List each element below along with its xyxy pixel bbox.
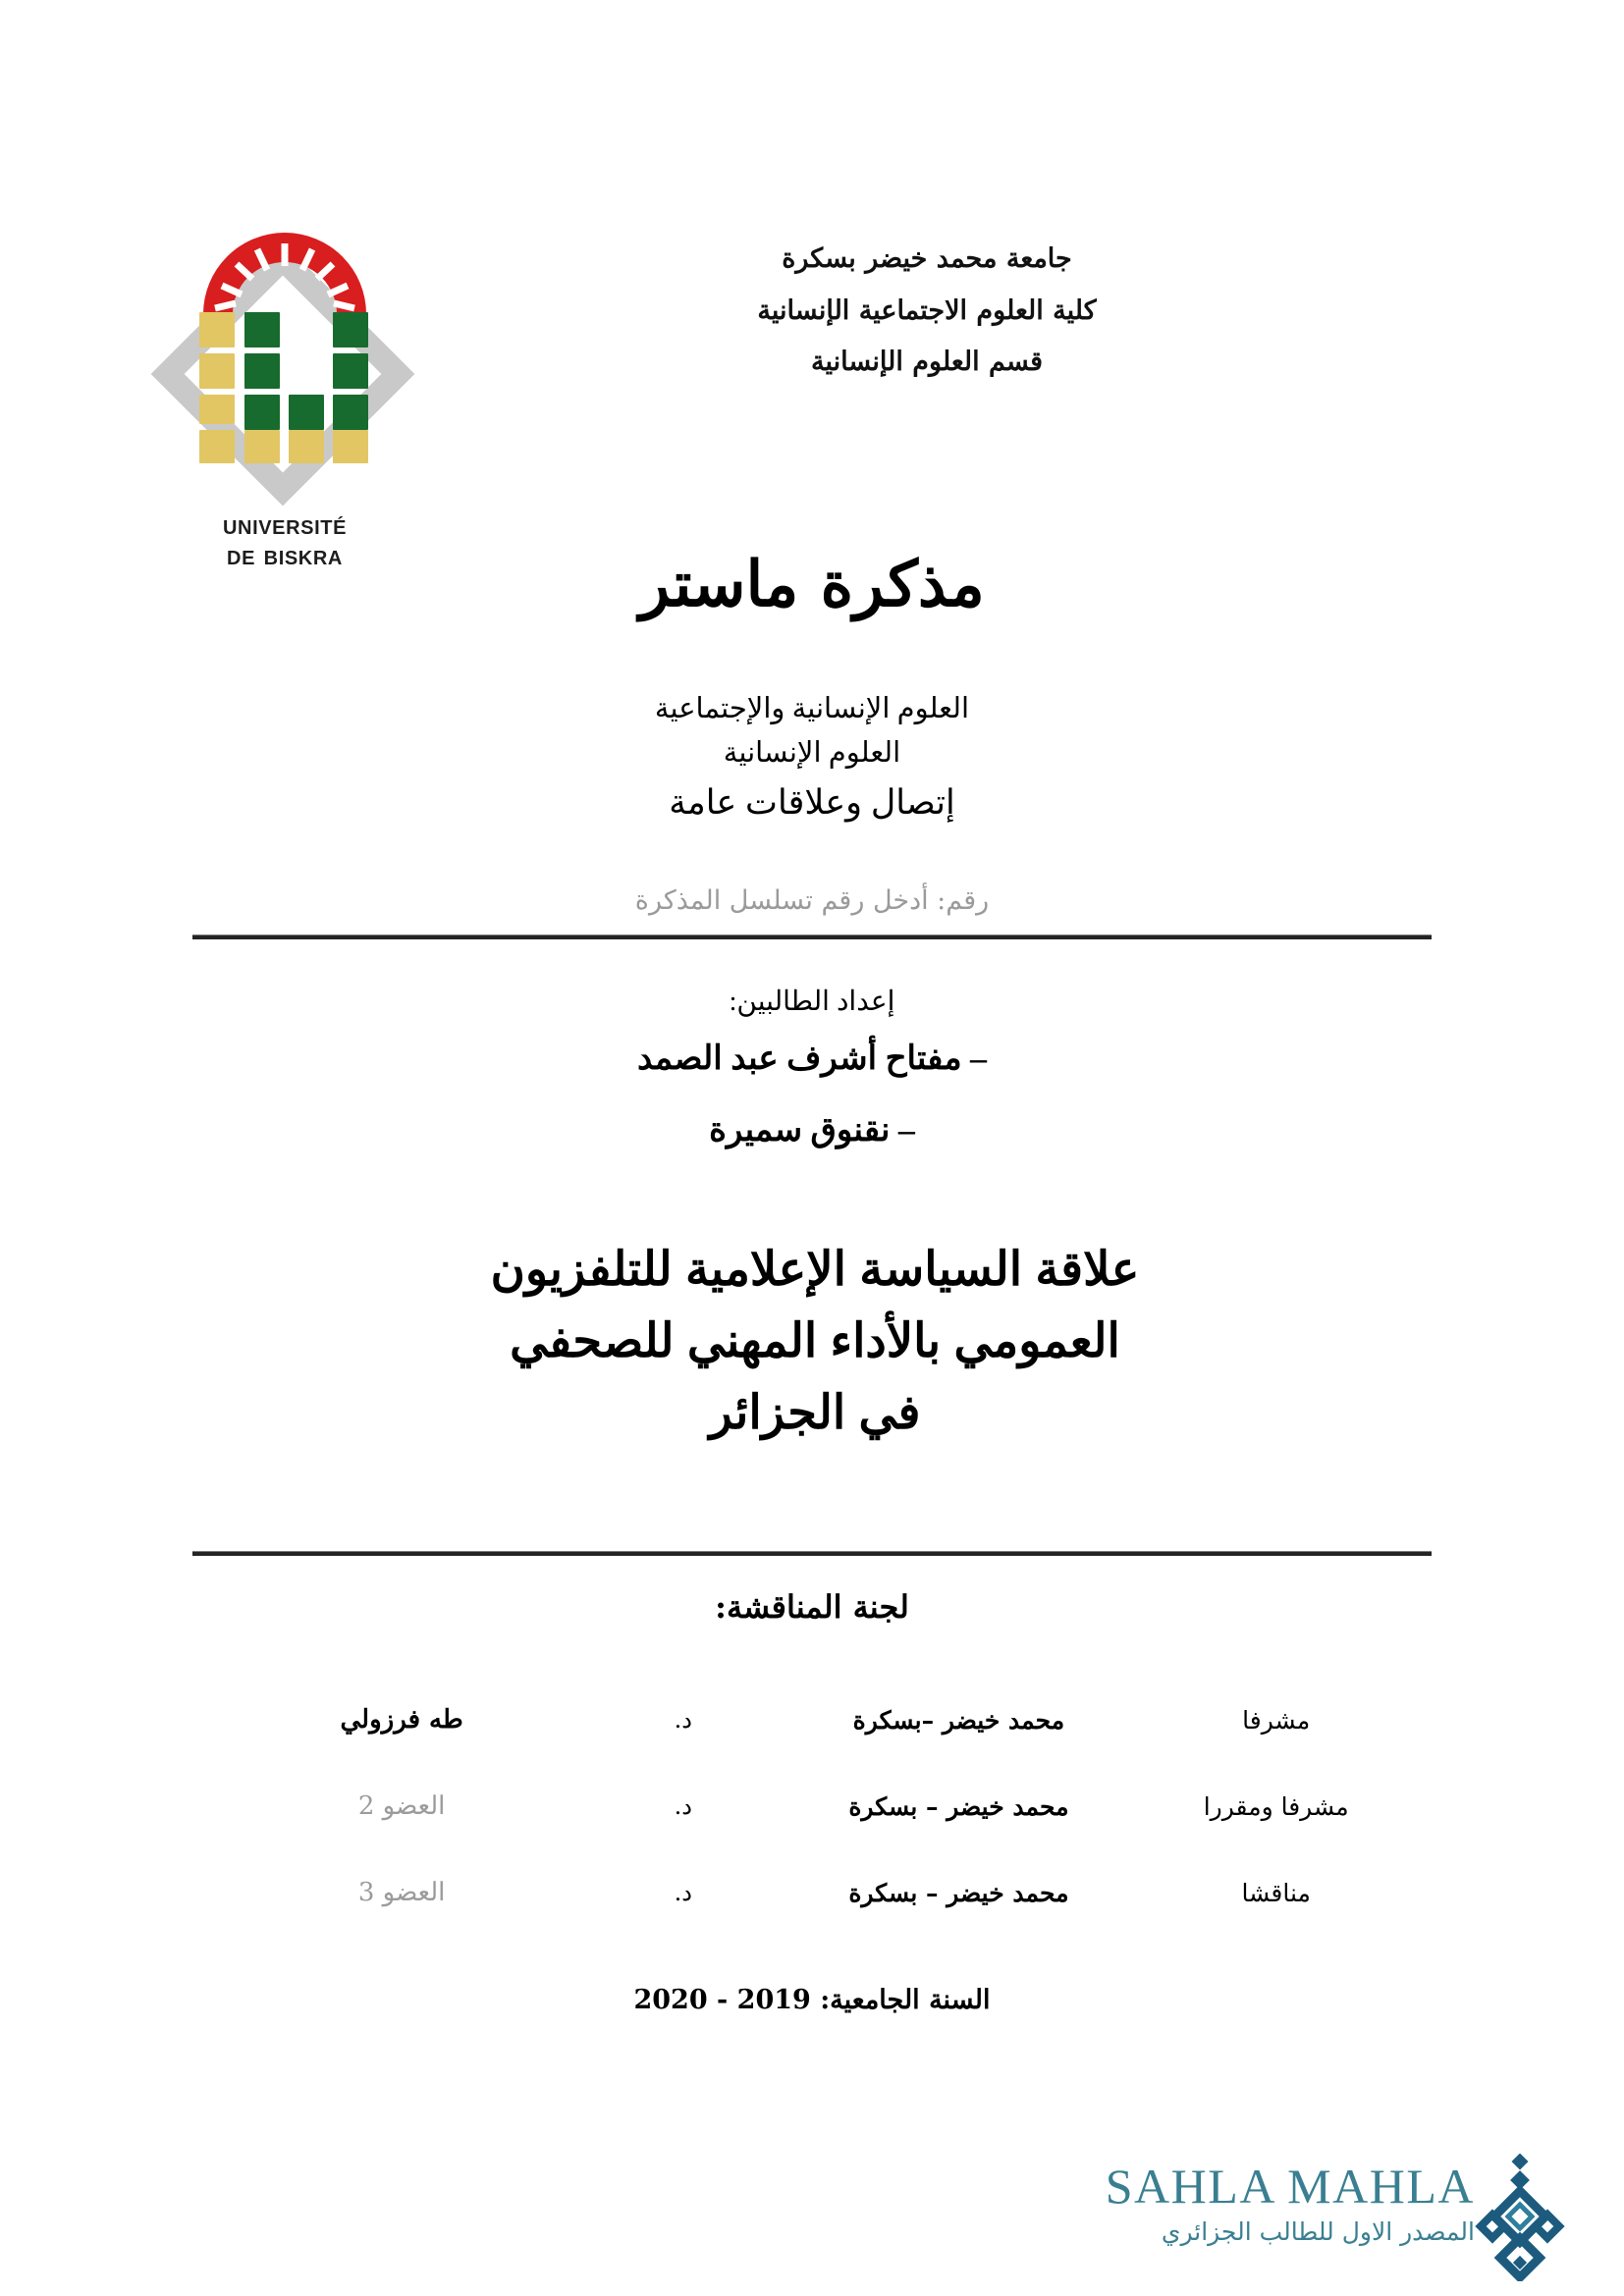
jury-table (216, 1677, 1414, 1936)
jury-role-2: مشرفا ومقررا (1203, 1791, 1349, 1821)
divider-top (192, 934, 1432, 939)
faculty-name: كلية العلوم الاجتماعية الإنسانية (757, 294, 1097, 326)
watermark-text (1062, 2158, 1475, 2249)
jury-name-2[interactable]: العضو 2 (357, 1791, 446, 1821)
reference-number-placeholder[interactable]: رقم: أدخل رقم تسلسل المذكرة (634, 885, 990, 916)
thesis-title-line-3: في الجزائر (709, 1386, 921, 1439)
logo-tile-grid (199, 310, 372, 463)
logo-arch-icon (203, 232, 366, 314)
logo-caption-line-2: de biskra (227, 540, 343, 572)
memoire-type-title: مذكرة ماستر (639, 548, 985, 621)
table-row (216, 1677, 1414, 1763)
jury-name-1: طه فرزولي (340, 1705, 463, 1735)
academic-year: السنة الجامعية: 2019 - 2020 (633, 1985, 991, 2015)
geometric-ornament-icon (1473, 2154, 1567, 2281)
divider-middle (192, 1551, 1432, 1556)
jury-degree-3: د. (674, 1879, 692, 1906)
university-name: جامعة محمد خيضر بسكرة (782, 243, 1072, 274)
student-name-2: – نقنوق سميرة (709, 1112, 915, 1149)
specialty-field: العلوم الإنسانية (723, 736, 901, 769)
jury-degree-1: د. (674, 1706, 692, 1734)
jury-affiliation-2: محمد خيضر – بسكرة (848, 1791, 1069, 1821)
jury-role-1: مشرفا (1242, 1705, 1311, 1735)
thesis-title-line-1: علاقة السياسة الإعلامية للتلفزيون (490, 1244, 1140, 1296)
jury-role-3: مناقشا (1241, 1878, 1311, 1907)
table-row (216, 1763, 1414, 1849)
university-logo-mark (172, 224, 398, 508)
specialty-block (0, 687, 1624, 830)
university-heading-block (623, 234, 1231, 389)
student-name-1: – مفتاح أشرف عبد الصمد (636, 1041, 988, 1077)
watermark-tagline: المصدر الاول للطالب الجزائري (1161, 2217, 1475, 2246)
students-label: إعداد الطالبين: (729, 987, 895, 1017)
logo-caption-line-1: université (222, 509, 348, 541)
jury-degree-2: د. (674, 1792, 692, 1820)
jury-affiliation-3: محمد خيضر – بسكرة (848, 1878, 1069, 1907)
jury-affiliation-1: محمد خيضر –بسكرة (852, 1705, 1065, 1735)
jury-name-3[interactable]: العضو 3 (357, 1878, 446, 1907)
thesis-title-line-2: العمومي بالأداء المهني للصحفي (510, 1314, 1120, 1367)
watermark-brand-name: SAHLA MAHLA (1105, 2159, 1475, 2214)
thesis-title (324, 1235, 1306, 1450)
students-block (0, 982, 1624, 1166)
sahla-mahla-watermark (1051, 2158, 1561, 2285)
table-row (216, 1849, 1414, 1936)
jury-heading: لجنة المناقشة: (715, 1588, 909, 1626)
specialty-specialization: إتصال وعلاقات عامة (669, 782, 955, 822)
department-name: قسم العلوم الإنسانية (810, 347, 1044, 378)
specialty-domain: العلوم الإنسانية والإجتماعية (654, 693, 970, 724)
